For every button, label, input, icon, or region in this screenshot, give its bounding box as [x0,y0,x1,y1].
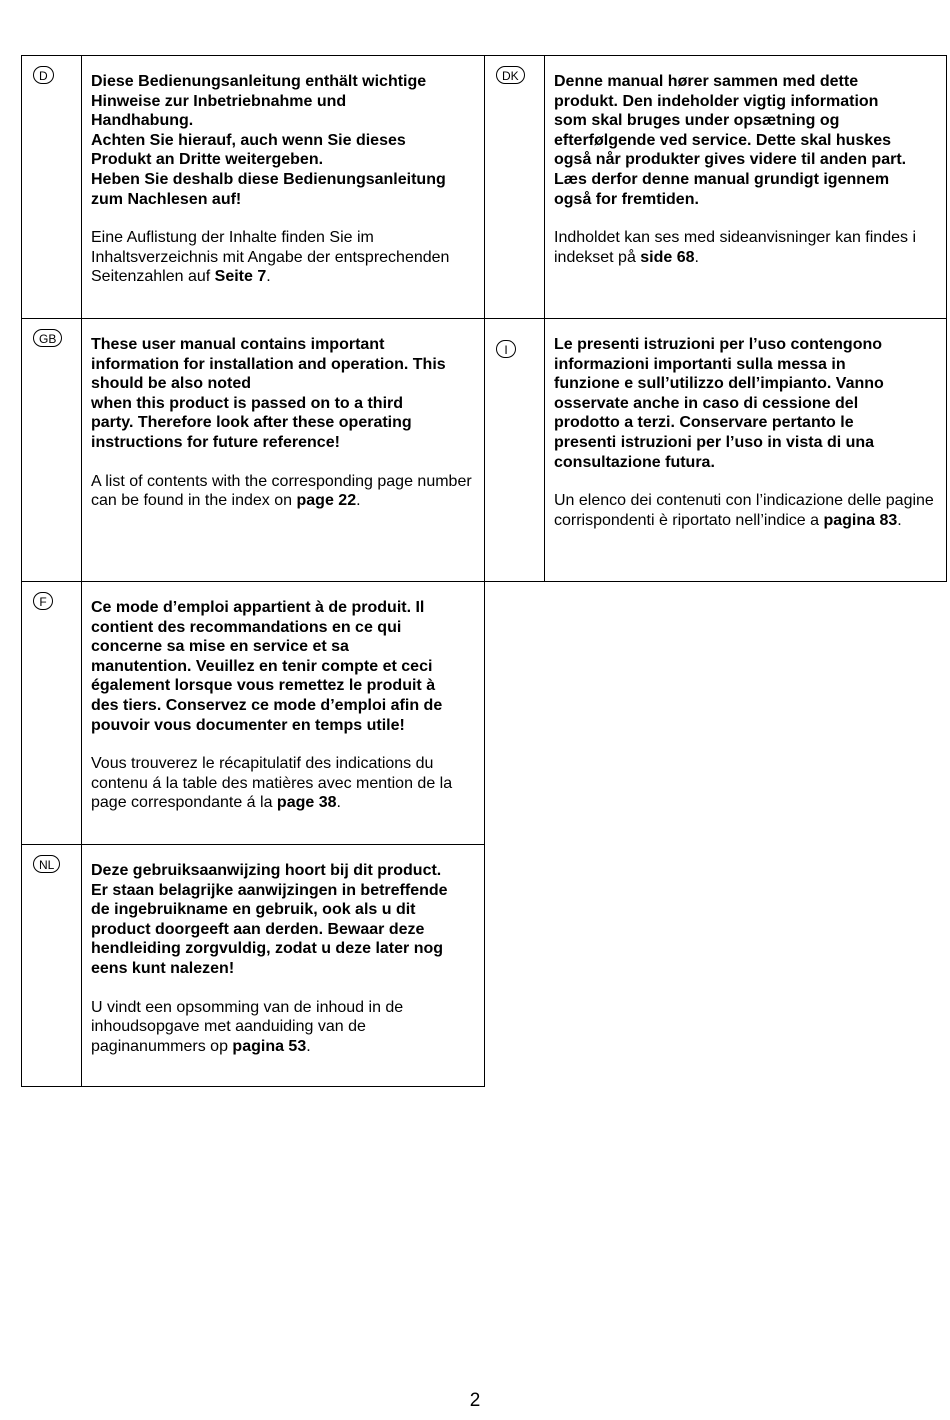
language-badge-fr: F [33,592,53,610]
section-french [21,581,485,845]
notice-text-it: Le presenti istruzioni per l’uso contengono informazioni importanti sulla messa in funzione e sull’utilizzo dell’impianto. Vanno osservate anche in caso di cessione del prodotto a terzi. Conservare pertanto le presenti istruzioni per l’uso in vista di una consultazione futura. [554,336,884,471]
page-reference-de: Seite 7 [214,268,267,286]
language-badge-it: I [496,340,516,358]
index-reference-nl: U vindt een opsomming van de inhoud in de inhoudsopgave met aanduiding van de paginanummers op pagina 53. [91,998,404,1055]
page-number: 2 [469,1390,481,1411]
language-badge-de: D [33,66,54,84]
index-reference-gb: A list of contents with the corresponding page number can be found in the index on page 22. [91,472,472,510]
page-reference-nl: pagina 53 [232,1037,307,1055]
index-reference-fr: Vous trouverez le récapitulatif des indications du contenu á la table des matières avec mention de la page correspondante á la page 38. [91,755,453,812]
language-badge-nl: NL [33,855,60,873]
section-dutch [21,844,485,1087]
section-english [21,318,485,582]
index-reference-de: Eine Auflistung der Inhalte finden Sie im Inhaltsverzeichnis mit Angabe der entsprechenden Seitenzahlen auf Seite 7. [91,229,450,286]
index-reference-it: Un elenco dei contenuti con l’indicazione delle pagine corrispondenti è riportato nell’indice a pagina 83. [554,492,934,529]
notice-text-gb: These user manual contains important information for installation and operation. This should be also noted when this product is passed on to a third party. Therefore look after these operating instructions for future reference! [91,336,446,451]
section-italian [484,318,947,582]
page-reference-fr: page 38 [276,794,337,812]
section-german [21,55,485,319]
language-badge-gb: GB [33,329,62,347]
notice-text-dk: Denne manual hører sammen med dette produkt. Den indeholder vigtig information som skal bruges under opsætning og efterfølgende ved service. Dette skal huskes også når produkter gives videre til anden part. Læs derfor denne manual grundigt igennem også for fremtiden. [554,73,907,208]
notice-text-fr: Ce mode d’emploi appartient à de produit. Il contient des recommandations en ce qui concerne sa mise en service et sa manutention. Veuillez en tenir compte et ceci également lorsque vous remettez le produit à des tiers. Conservez ce mode d’emploi afin de pouvoir vous documenter en temps utile! [91,599,443,734]
notice-text-nl: Deze gebruiksaanwijzing hoort bij dit product. Er staan belagrijke aanwijzingen in betreffende de ingebruikname en gebruik, ook als u dit product doorgeeft aan derden. Bewaar deze hendleiding zorgvuldig, zodat u deze later nog eens kunt nalezen! [91,862,448,977]
section-danish [484,55,947,319]
notice-text-de: Diese Bedienungsanleitung enthält wichtige Hinweise zur Inbetriebnahme und Handhabung. Achten Sie hierauf, auch wenn Sie dieses Produkt an Dritte weitergeben. Heben Sie deshalb diese Bedienungsanleitung zum Nachlesen auf! [91,73,446,208]
page-reference-dk: side 68 [640,248,695,266]
page-reference-it: pagina 83 [823,511,898,529]
page-reference-gb: page 22 [296,492,357,510]
language-badge-dk: DK [496,66,525,84]
index-reference-dk: Indholdet kan ses med sideanvisninger kan findes i indekset på side 68. [554,229,916,266]
